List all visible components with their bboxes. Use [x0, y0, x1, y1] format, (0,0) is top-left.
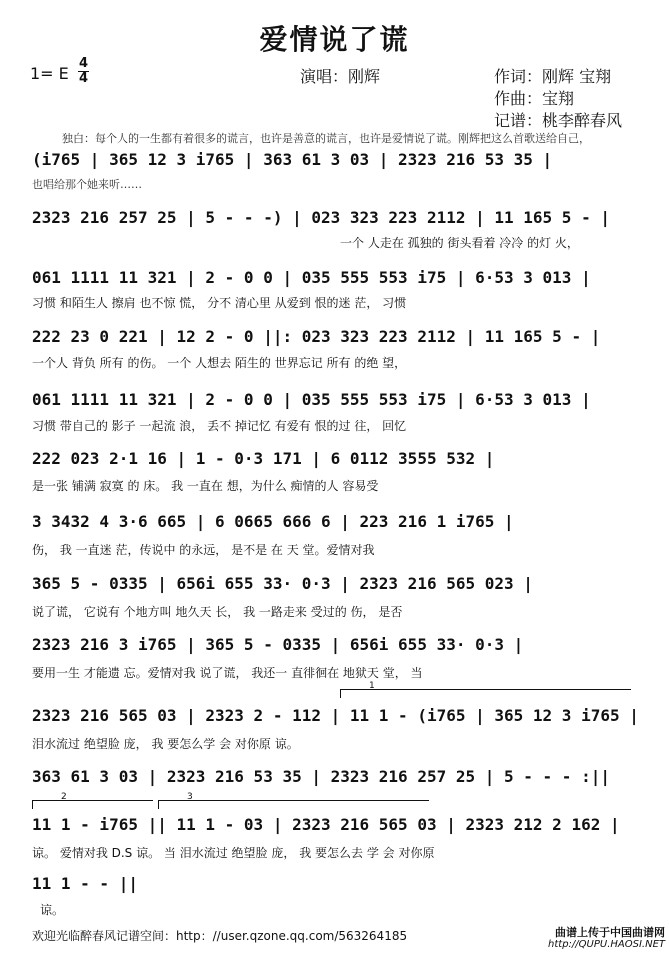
score-row-10-notes: 2323 216 565 03 | 2323 2 - 112 | 11 1 - (i765 | 365 12 3 i765 | — [32, 706, 639, 725]
composer-credit: 作曲：宝翔 — [494, 89, 575, 108]
score-row-2-lyrics: 一个 人走在 孤独的 街头看着 冷冷 的灯 火， — [340, 236, 579, 250]
score-row-5-notes: 061 1111 11 321 | 2 - 0 0 | 035 555 553 i75 | 6·53 3 013 | — [32, 390, 591, 409]
score-row-12-notes: 11 1 - i765 || 11 1 - 03 | 2323 216 565 03 | 2323 212 2 162 | — [32, 815, 620, 834]
watermark-url: http://QUPU.HAOSI.NET — [548, 939, 665, 950]
volta-bracket-3: 3 — [158, 800, 429, 809]
score-row-8-notes: 365 5 - 0335 | 656i 655 33· 0·3 | 2323 216 565 023 | — [32, 574, 533, 593]
lyricist-credit: 作词：刚辉 宝翔 — [494, 67, 612, 86]
score-row-10-lyrics: 泪水流过 绝望脸 庞， 我 要怎么学 会 对你原 谅。 — [32, 737, 299, 751]
volta-bracket-2: 2 — [32, 800, 153, 809]
score-row-2-notes: 2323 216 257 25 | 5 - - -) | 023 323 223 2112 | 11 165 5 - | — [32, 208, 610, 227]
monologue-line-1: 独白：每个人的一生都有着很多的谎言，也许是善意的谎言，也许是爱情说了谎。刚辉把这么首歌送给自己， — [62, 132, 590, 145]
score-row-7-notes: 3 3432 4 3·6 665 | 6 0665 666 6 | 223 216 1 i765 | — [32, 512, 514, 531]
score-row-3-lyrics: 习惯 和陌生人 擦肩 也不惊 慌， 分不 清心里 从爱到 恨的迷 茫， 习惯 — [32, 296, 407, 310]
singer-credit: 演唱：刚辉 — [300, 67, 381, 86]
score-row-13-lyrics: 谅。 — [40, 903, 65, 917]
footer-link-text: 欢迎光临醉春风记谱空间：http：//user.qzone.qq.com/563264185 — [32, 929, 408, 943]
score-row-11-notes: 363 61 3 03 | 2323 216 53 35 | 2323 216 257 25 | 5 - - - :|| — [32, 767, 610, 786]
transcriber-credit: 记谱：桃李醉春风 — [494, 111, 623, 130]
score-row-12-lyrics: 谅。 爱情对我 D.S 谅。 当 泪水流过 绝望脸 庞， 我 要怎么去 学 会 对你原 — [32, 846, 435, 860]
score-row-3-notes: 061 1111 11 321 | 2 - 0 0 | 035 555 553 i75 | 6·53 3 013 | — [32, 268, 591, 287]
time-sig-top: 4 — [78, 56, 89, 71]
watermark — [548, 927, 665, 951]
score-row-4-lyrics: 一个人 背负 所有 的伤。 一个 人想去 陌生的 世界忘记 所有 的绝 望， — [32, 356, 407, 370]
page-title: 爱情说了谎 — [259, 23, 410, 56]
volta-bracket-1: 1 — [340, 689, 631, 698]
score-row-6-lyrics: 是一张 铺满 寂寞 的 床。 我 一直在 想，为什么 痴情的人 容易受 — [32, 479, 379, 493]
score-row-9-notes: 2323 216 3 i765 | 365 5 - 0335 | 656i 655 33· 0·3 | — [32, 635, 524, 654]
key-signature: 1= E — [30, 64, 69, 83]
score-row-6-notes: 222 023 2·1 16 | 1 - 0·3 171 | 6 0112 3555 532 | — [32, 449, 495, 468]
score-row-5-lyrics: 习惯 带自己的 影子 一起流 浪， 丢不 掉记忆 有爱有 恨的过 往， 回忆 — [32, 419, 407, 433]
score-row-13-notes: 11 1 - - || — [32, 874, 138, 893]
score-row-7-lyrics: 伤， 我 一直迷 茫，传说中 的永远， 是不是 在 天 堂。爱情对我 — [32, 543, 375, 557]
score-row-4-notes: 222 23 0 221 | 12 2 - 0 ||: 023 323 223 2112 | 11 165 5 - | — [32, 327, 601, 346]
score-row-9-lyrics: 要用一生 才能遗 忘。爱情对我 说了谎， 我还一 直徘徊在 地狱天 堂， 当 — [32, 666, 423, 680]
time-signature — [78, 58, 89, 85]
watermark-title: 曲谱上传于中国曲谱网 — [555, 926, 665, 939]
time-sig-bottom: 4 — [78, 71, 89, 86]
monologue-line-2: 也唱给那个她来听…… — [32, 178, 142, 191]
score-row-1-notes: (i765 | 365 12 3 i765 | 363 61 3 03 | 2323 216 53 35 | — [32, 150, 553, 169]
score-row-8-lyrics: 说了谎， 它说有 个地方叫 地久天 长， 我 一路走来 受过的 伤， 是否 — [32, 605, 403, 619]
